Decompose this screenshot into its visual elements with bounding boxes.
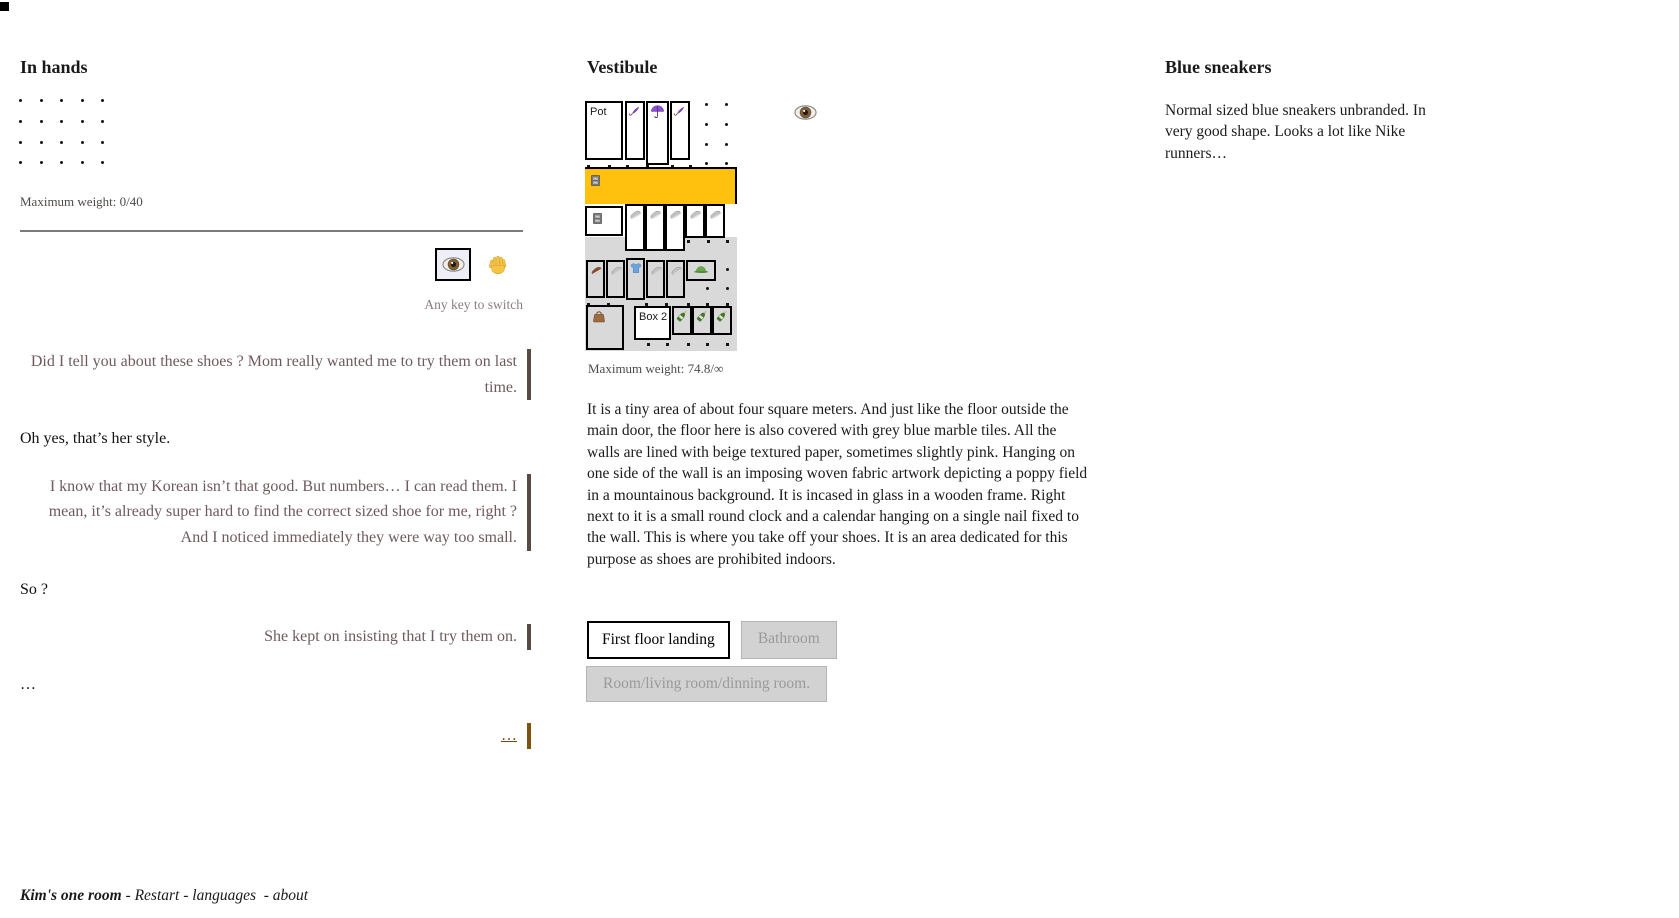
bottle-icon bbox=[715, 309, 729, 323]
room-inventory-grid bbox=[585, 96, 800, 358]
about-link[interactable]: about bbox=[272, 887, 309, 904]
inventory-cell-sneaker[interactable] bbox=[625, 204, 645, 251]
mode-switch-hint: Any key to switch bbox=[424, 297, 523, 312]
room-max-weight: Maximum weight: 74.8/∞ bbox=[588, 361, 724, 376]
languages-link[interactable]: languages bbox=[192, 887, 256, 904]
dialogue-log bbox=[20, 349, 531, 749]
inventory-cell-sneaker[interactable] bbox=[665, 204, 685, 251]
sneaker-icon bbox=[648, 207, 662, 221]
inventory-cell-umbrella[interactable] bbox=[625, 101, 645, 160]
blue-shirt-icon bbox=[629, 261, 643, 275]
window-corner-mark bbox=[0, 2, 9, 11]
sneaker-icon bbox=[669, 263, 683, 277]
inventory-cell-handbag[interactable] bbox=[586, 305, 624, 350]
inventory-container-pot[interactable] bbox=[585, 101, 623, 160]
footer-bar bbox=[20, 887, 308, 905]
closed-umbrella-icon bbox=[628, 104, 642, 118]
inventory-cell-cap[interactable] bbox=[686, 260, 716, 281]
inventory-cell-sneaker[interactable] bbox=[645, 204, 665, 251]
brown-shoe-icon bbox=[589, 263, 603, 277]
file-cabinet-icon bbox=[591, 211, 604, 226]
inventory-cell-shirt[interactable] bbox=[626, 258, 645, 300]
dialogue-player-line: She kept on insisting that I try them on. bbox=[20, 624, 531, 650]
sneaker-icon bbox=[649, 263, 663, 277]
hands-max-weight: Maximum weight: 0/40 bbox=[20, 194, 143, 209]
inventory-cell-cabinet[interactable] bbox=[585, 206, 623, 236]
inventory-cell-bottle[interactable] bbox=[712, 306, 732, 335]
restart-link[interactable]: Restart bbox=[134, 887, 180, 904]
in-hands-title: In hands bbox=[20, 57, 88, 77]
pot-label: Pot bbox=[590, 106, 607, 118]
exit-button-first-floor-landing[interactable]: First floor landing bbox=[587, 621, 730, 659]
bottle-icon bbox=[695, 309, 709, 323]
exit-buttons-row bbox=[587, 621, 837, 659]
open-umbrella-icon bbox=[650, 104, 665, 119]
item-description: Normal sized blue sneakers unbranded. In very good shape. Looks a lot like Nike runners… bbox=[1165, 102, 1426, 162]
inventory-cell-sneaker[interactable] bbox=[606, 260, 625, 298]
sneaker-icon bbox=[688, 207, 702, 221]
room-title: Vestibule bbox=[587, 57, 658, 77]
handbag-icon bbox=[591, 308, 607, 324]
file-cabinet-icon bbox=[589, 173, 602, 188]
box2-label: Box 2 bbox=[639, 311, 668, 323]
dialogue-npc-line: So ? bbox=[20, 580, 48, 598]
continue-link[interactable]: … bbox=[501, 727, 517, 745]
dialogue-npc-line: Oh yes, that’s her style. bbox=[20, 430, 171, 448]
inventory-container-box2[interactable] bbox=[634, 306, 671, 340]
eye-icon bbox=[442, 253, 465, 276]
sneaker-icon bbox=[668, 207, 682, 221]
footer-separator: - bbox=[125, 887, 131, 904]
exit-button-bathroom[interactable]: Bathroom bbox=[741, 621, 837, 659]
exit-button-room-living[interactable]: Room/living room/dinning room. bbox=[586, 666, 827, 702]
inventory-cell-bottle[interactable] bbox=[692, 306, 712, 335]
inventory-cell-sneaker[interactable] bbox=[666, 260, 685, 298]
inventory-cell-brown-shoe[interactable] bbox=[586, 260, 605, 298]
empty-slot-dot bbox=[19, 99, 22, 102]
game-title: Kim's one room bbox=[20, 887, 122, 904]
footer-separator: - bbox=[263, 887, 269, 904]
hand-slots-grid bbox=[19, 99, 122, 182]
sneaker-icon bbox=[609, 263, 623, 277]
dialogue-player-line: I know that my Korean isn’t that good. But numbers… I can read them. I mean, it’s already super hard to find the correct sized shoe for me, right ? And I noticed immediately they were way too small. bbox=[20, 474, 531, 551]
inventory-cell-bottle[interactable] bbox=[672, 306, 692, 335]
inventory-cell-umbrella-open[interactable] bbox=[646, 101, 669, 165]
dialogue-continue-line bbox=[20, 723, 531, 749]
inventory-row-selected[interactable] bbox=[585, 167, 737, 204]
sneaker-icon bbox=[708, 207, 722, 221]
inventory-cell-umbrella[interactable] bbox=[670, 101, 690, 160]
sneaker-icon bbox=[628, 207, 642, 221]
mode-switch-row[interactable] bbox=[20, 248, 509, 281]
dialogue-player-line: Did I tell you about these shoes ? Mom really wanted me to try them on last time. bbox=[20, 349, 531, 400]
green-cap-icon bbox=[693, 263, 709, 278]
dialogue-npc-line: … bbox=[20, 675, 36, 693]
room-description: It is a tiny area of about four square meters. And just like the floor outside the main door, the floor here is also covered with grey blue marble tiles. All the walls are lined with beige textured paper, sometimes slightly pink. Hanging on one side of the wall is an imposing woven fabric artwork depicting a poppy field in a mountainous background. It is incased in glass in a wooden frame. Right next to it is a small round clock and a calendar hanging on a single nail fixed to the wall. This is where you take off your shoes. It is an area dedicated for this purpose as shoes are prohibited indoors. bbox=[587, 401, 1088, 568]
footer-separator: - bbox=[183, 887, 189, 904]
bottle-icon bbox=[675, 309, 689, 323]
divider bbox=[20, 230, 523, 232]
look-mode-selected[interactable] bbox=[435, 248, 471, 281]
inventory-cell-sneaker[interactable] bbox=[646, 260, 665, 298]
room-look-eye-icon[interactable] bbox=[794, 101, 817, 124]
closed-umbrella-icon bbox=[673, 104, 687, 118]
item-title: Blue sneakers bbox=[1165, 57, 1272, 77]
hand-icon[interactable] bbox=[487, 254, 509, 276]
inventory-cell-sneaker[interactable] bbox=[685, 204, 705, 238]
exit-buttons-row2 bbox=[586, 666, 827, 702]
inventory-cell-sneaker[interactable] bbox=[705, 204, 725, 238]
